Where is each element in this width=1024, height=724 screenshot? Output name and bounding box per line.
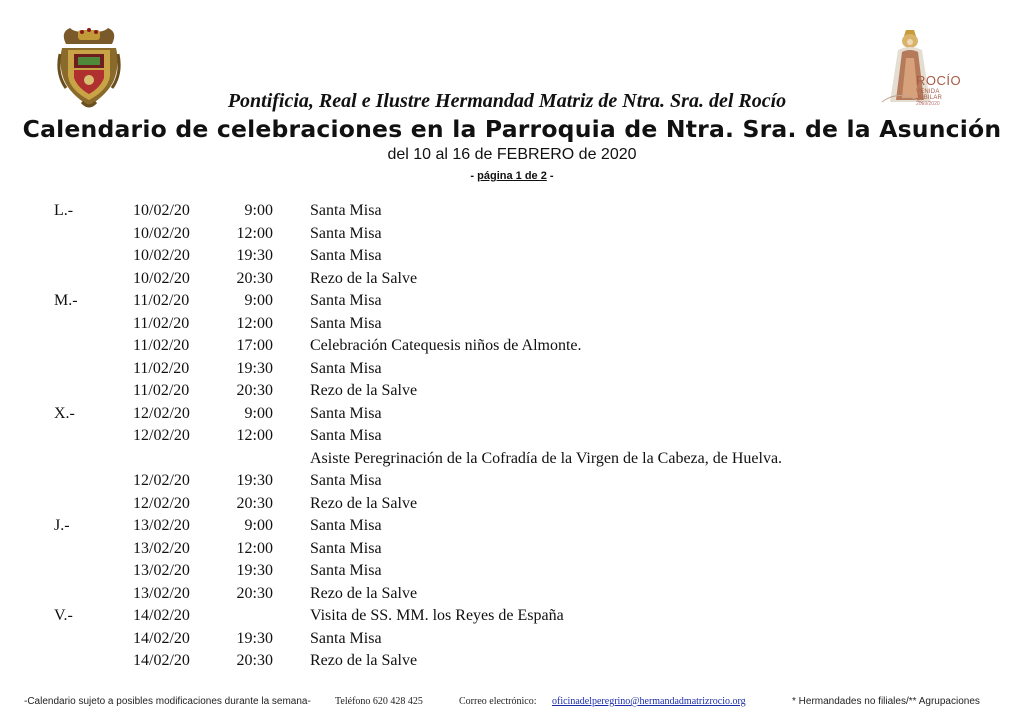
footer-phone: Teléfono 620 428 425 [335, 696, 423, 707]
schedule-day: J.- [54, 517, 70, 534]
schedule-event: Santa Misa [310, 404, 382, 422]
schedule-row [0, 202, 1024, 225]
schedule-row [0, 630, 1024, 653]
footer-email-label: Correo electrónico: [459, 696, 537, 707]
schedule-event: Santa Misa [310, 562, 382, 579]
schedule-time: 12:00 [236, 427, 273, 444]
schedule-date: 11/02/20 [133, 314, 190, 332]
page-number-label: página 1 de 2 [477, 170, 547, 182]
schedule-date: 10/02/20 [133, 202, 190, 219]
schedule-row [0, 517, 1024, 540]
schedule-time: 20:30 [236, 652, 273, 669]
schedule-row [0, 382, 1024, 405]
schedule-date: 12/02/20 [133, 427, 190, 444]
schedule-time: 19:30 [236, 247, 273, 264]
celebration-schedule [0, 202, 1024, 675]
schedule-row [0, 562, 1024, 585]
schedule-date: 13/02/20 [133, 584, 190, 602]
schedule-event: Asiste Peregrinación de la Cofradía de la Virgen de la Cabeza, de Huelva. [310, 449, 783, 467]
schedule-date: 13/02/20 [133, 517, 190, 534]
schedule-date: 14/02/20 [133, 607, 190, 624]
schedule-date: 12/02/20 [133, 404, 190, 422]
schedule-time: 19:30 [236, 359, 273, 377]
schedule-time: 12:00 [236, 314, 273, 332]
schedule-date: 10/02/20 [133, 247, 190, 264]
schedule-time: 9:00 [244, 292, 273, 309]
schedule-row [0, 315, 1024, 338]
schedule-event: Santa Misa [310, 539, 382, 557]
schedule-row [0, 652, 1024, 675]
schedule-time: 12:00 [236, 539, 273, 557]
schedule-row [0, 585, 1024, 608]
schedule-event: Santa Misa [310, 359, 382, 377]
schedule-day: L.- [54, 202, 74, 219]
schedule-time: 20:30 [236, 584, 273, 602]
schedule-event: Santa Misa [310, 629, 382, 647]
schedule-day: M.- [54, 292, 78, 309]
schedule-event: Santa Misa [310, 224, 382, 242]
schedule-event: Rezo de la Salve [310, 584, 418, 602]
footer-legend: * Hermandades no filiales/** Agrupaciones [792, 696, 980, 707]
schedule-row [0, 337, 1024, 360]
schedule-date: 11/02/20 [133, 359, 190, 377]
logo-text-years: 2019/2020 [916, 101, 940, 107]
schedule-date: 12/02/20 [133, 494, 190, 512]
schedule-date: 12/02/20 [133, 472, 190, 489]
schedule-event: Visita de SS. MM. los Reyes de España [310, 607, 564, 624]
schedule-date: 14/02/20 [133, 629, 190, 647]
schedule-event: Celebración Catequesis niños de Almonte. [310, 337, 582, 354]
schedule-event: Rezo de la Salve [310, 494, 418, 512]
schedule-date: 10/02/20 [133, 224, 190, 242]
schedule-time: 17:00 [236, 337, 273, 354]
schedule-row [0, 247, 1024, 270]
schedule-date: 14/02/20 [133, 652, 190, 669]
footer-email-link[interactable]: oficinadelperegrino@hermandadmatrizrocio.org [552, 696, 746, 707]
schedule-row [0, 472, 1024, 495]
schedule-time: 19:30 [236, 472, 273, 489]
schedule-row [0, 540, 1024, 563]
page-title: Calendario de celebraciones en la Parroquia de Ntra. Sra. de la Asunción [22, 115, 1002, 143]
schedule-time: 9:00 [244, 202, 273, 219]
schedule-row [0, 405, 1024, 428]
schedule-row [0, 270, 1024, 293]
logo-text-rocio: ROCÍO [916, 73, 962, 88]
schedule-date: 13/02/20 [133, 562, 190, 579]
logo-text-venida: VENIDA JUBILAR [916, 89, 943, 101]
brotherhood-name: Pontificia, Real e Ilustre Hermandad Matriz de Ntra. Sra. del Rocío [227, 90, 787, 112]
schedule-event: Rezo de la Salve [310, 269, 418, 287]
schedule-event: Santa Misa [310, 292, 382, 309]
schedule-date: 11/02/20 [133, 292, 190, 309]
schedule-row [0, 450, 1024, 473]
schedule-time: 12:00 [236, 224, 273, 242]
date-range: del 10 al 16 de FEBRERO de 2020 [387, 146, 637, 163]
schedule-day: V.- [54, 607, 73, 624]
schedule-row [0, 427, 1024, 450]
schedule-event: Rezo de la Salve [310, 652, 418, 669]
schedule-event: Santa Misa [310, 314, 382, 332]
schedule-event: Santa Misa [310, 247, 382, 264]
schedule-event: Santa Misa [310, 202, 382, 219]
schedule-time: 20:30 [236, 382, 273, 399]
schedule-time: 9:00 [244, 517, 273, 534]
schedule-date: 10/02/20 [133, 269, 190, 287]
schedule-row [0, 292, 1024, 315]
schedule-row [0, 607, 1024, 630]
schedule-row [0, 495, 1024, 518]
schedule-time: 19:30 [236, 629, 273, 647]
footer-disclaimer: -Calendario sujeto a posibles modificaciones durante la semana- [24, 696, 311, 707]
page-number: - página 1 de 2 - [470, 170, 554, 182]
schedule-date: 11/02/20 [133, 382, 190, 399]
schedule-row [0, 360, 1024, 383]
schedule-time: 20:30 [236, 269, 273, 287]
schedule-time: 9:00 [244, 404, 273, 422]
schedule-event: Santa Misa [310, 517, 382, 534]
schedule-time: 19:30 [236, 562, 273, 579]
schedule-event: Santa Misa [310, 472, 382, 489]
schedule-date: 13/02/20 [133, 539, 190, 557]
schedule-date: 11/02/20 [133, 337, 190, 354]
schedule-day: X.- [54, 404, 75, 422]
schedule-event: Santa Misa [310, 427, 382, 444]
schedule-row [0, 225, 1024, 248]
schedule-event: Rezo de la Salve [310, 382, 418, 399]
schedule-time: 20:30 [236, 494, 273, 512]
